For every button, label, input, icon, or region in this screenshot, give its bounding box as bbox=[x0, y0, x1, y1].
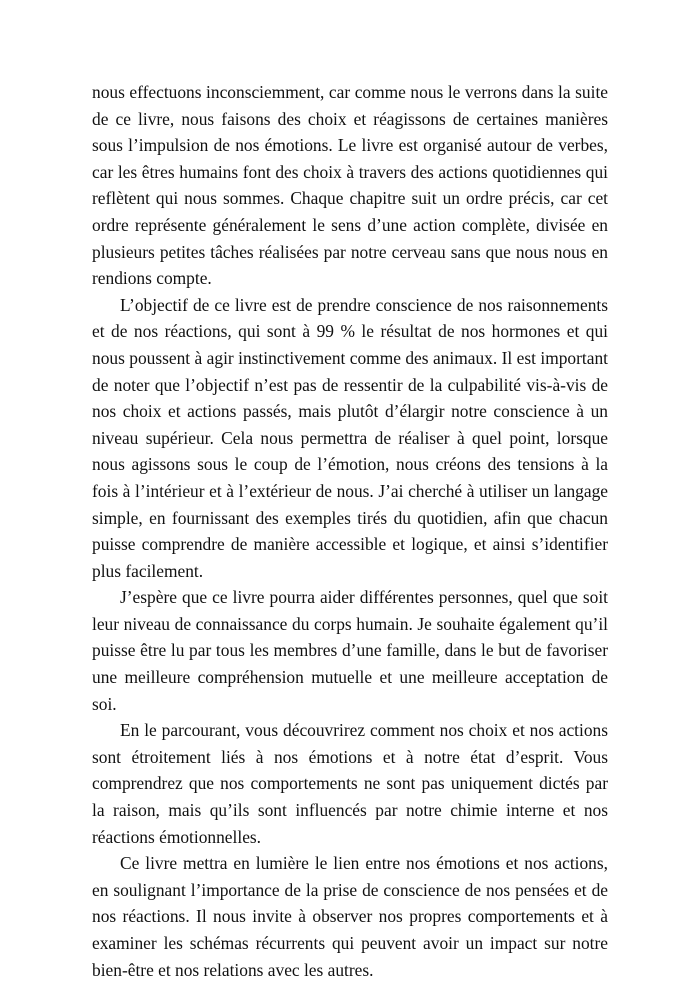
paragraph-conclusion: Ce livre mettra en lumière le lien entre nos émotions et nos actions, en soulignant l’importance de la prise de conscience de nos pensées et de nos réactions. Il nous invite à observer nos propres comportements et à examiner les schémas récurrents qui peuvent avoir un impact sur notre bien-être et nos relations avec les autres. bbox=[92, 853, 608, 980]
paragraph-objective: L’objectif de ce livre est de prendre conscience de nos raisonnements et de nos réactions, qui sont à 99 % le résultat de nos hormones et qui nous poussent à agir instinctivement comme des animaux. Il est important de noter que l’objectif n’est pas de ressentir de la culpabilité vis-à-vis de nos choix et actions passés, mais plutôt d’élargir notre conscience à un niveau supérieur. Cela nous permettra de réaliser à quel point, lorsque nous agissons sous le coup de l’émotion, nous créons des tensions à la fois à l’intérieur et à l’extérieur de nous. J’ai cherché à utiliser un langage simple, en fournissant des exemples tirés du quotidien, afin que chacun puisse comprendre de manière accessible et logique, et ainsi s’identifier plus facilement. bbox=[92, 294, 608, 581]
paragraph-continuation: nous effectuons inconsciemment, car comme nous le verrons dans la suite de ce livre, nous faisons des choix et réagissons de certaines manières sous l’impulsion de nos émotions. Le livre est organisé autour de verbes, car les êtres humains font des choix à travers des actions quotidiennes qui reflètent qui nous sommes. Chaque chapitre suit un ordre précis, car cet ordre représente généralement le sens d’une action complète, divisée en plusieurs petites tâches réalisées par notre cerveau sans que nous nous en rendions compte. bbox=[92, 82, 608, 289]
page-body bbox=[92, 79, 608, 983]
paragraph-discovery: En le parcourant, vous découvrirez comment nos choix et nos actions sont étroitement liés à nos émotions et à notre état d’esprit. Vous comprendrez que nos comportements ne sont pas uniquement dictés par la raison, mais qu’ils sont influencés par notre chimie interne et nos réactions émotionnelles. bbox=[92, 720, 608, 847]
paragraph-hope: J’espère que ce livre pourra aider différentes personnes, quel que soit leur niveau de connaissance du corps humain. Je souhaite également qu’il puisse être lu par tous les membres d’une famille, dans le but de favoriser une meilleure compréhension mutuelle et une meilleure acceptation de soi. bbox=[92, 587, 608, 714]
